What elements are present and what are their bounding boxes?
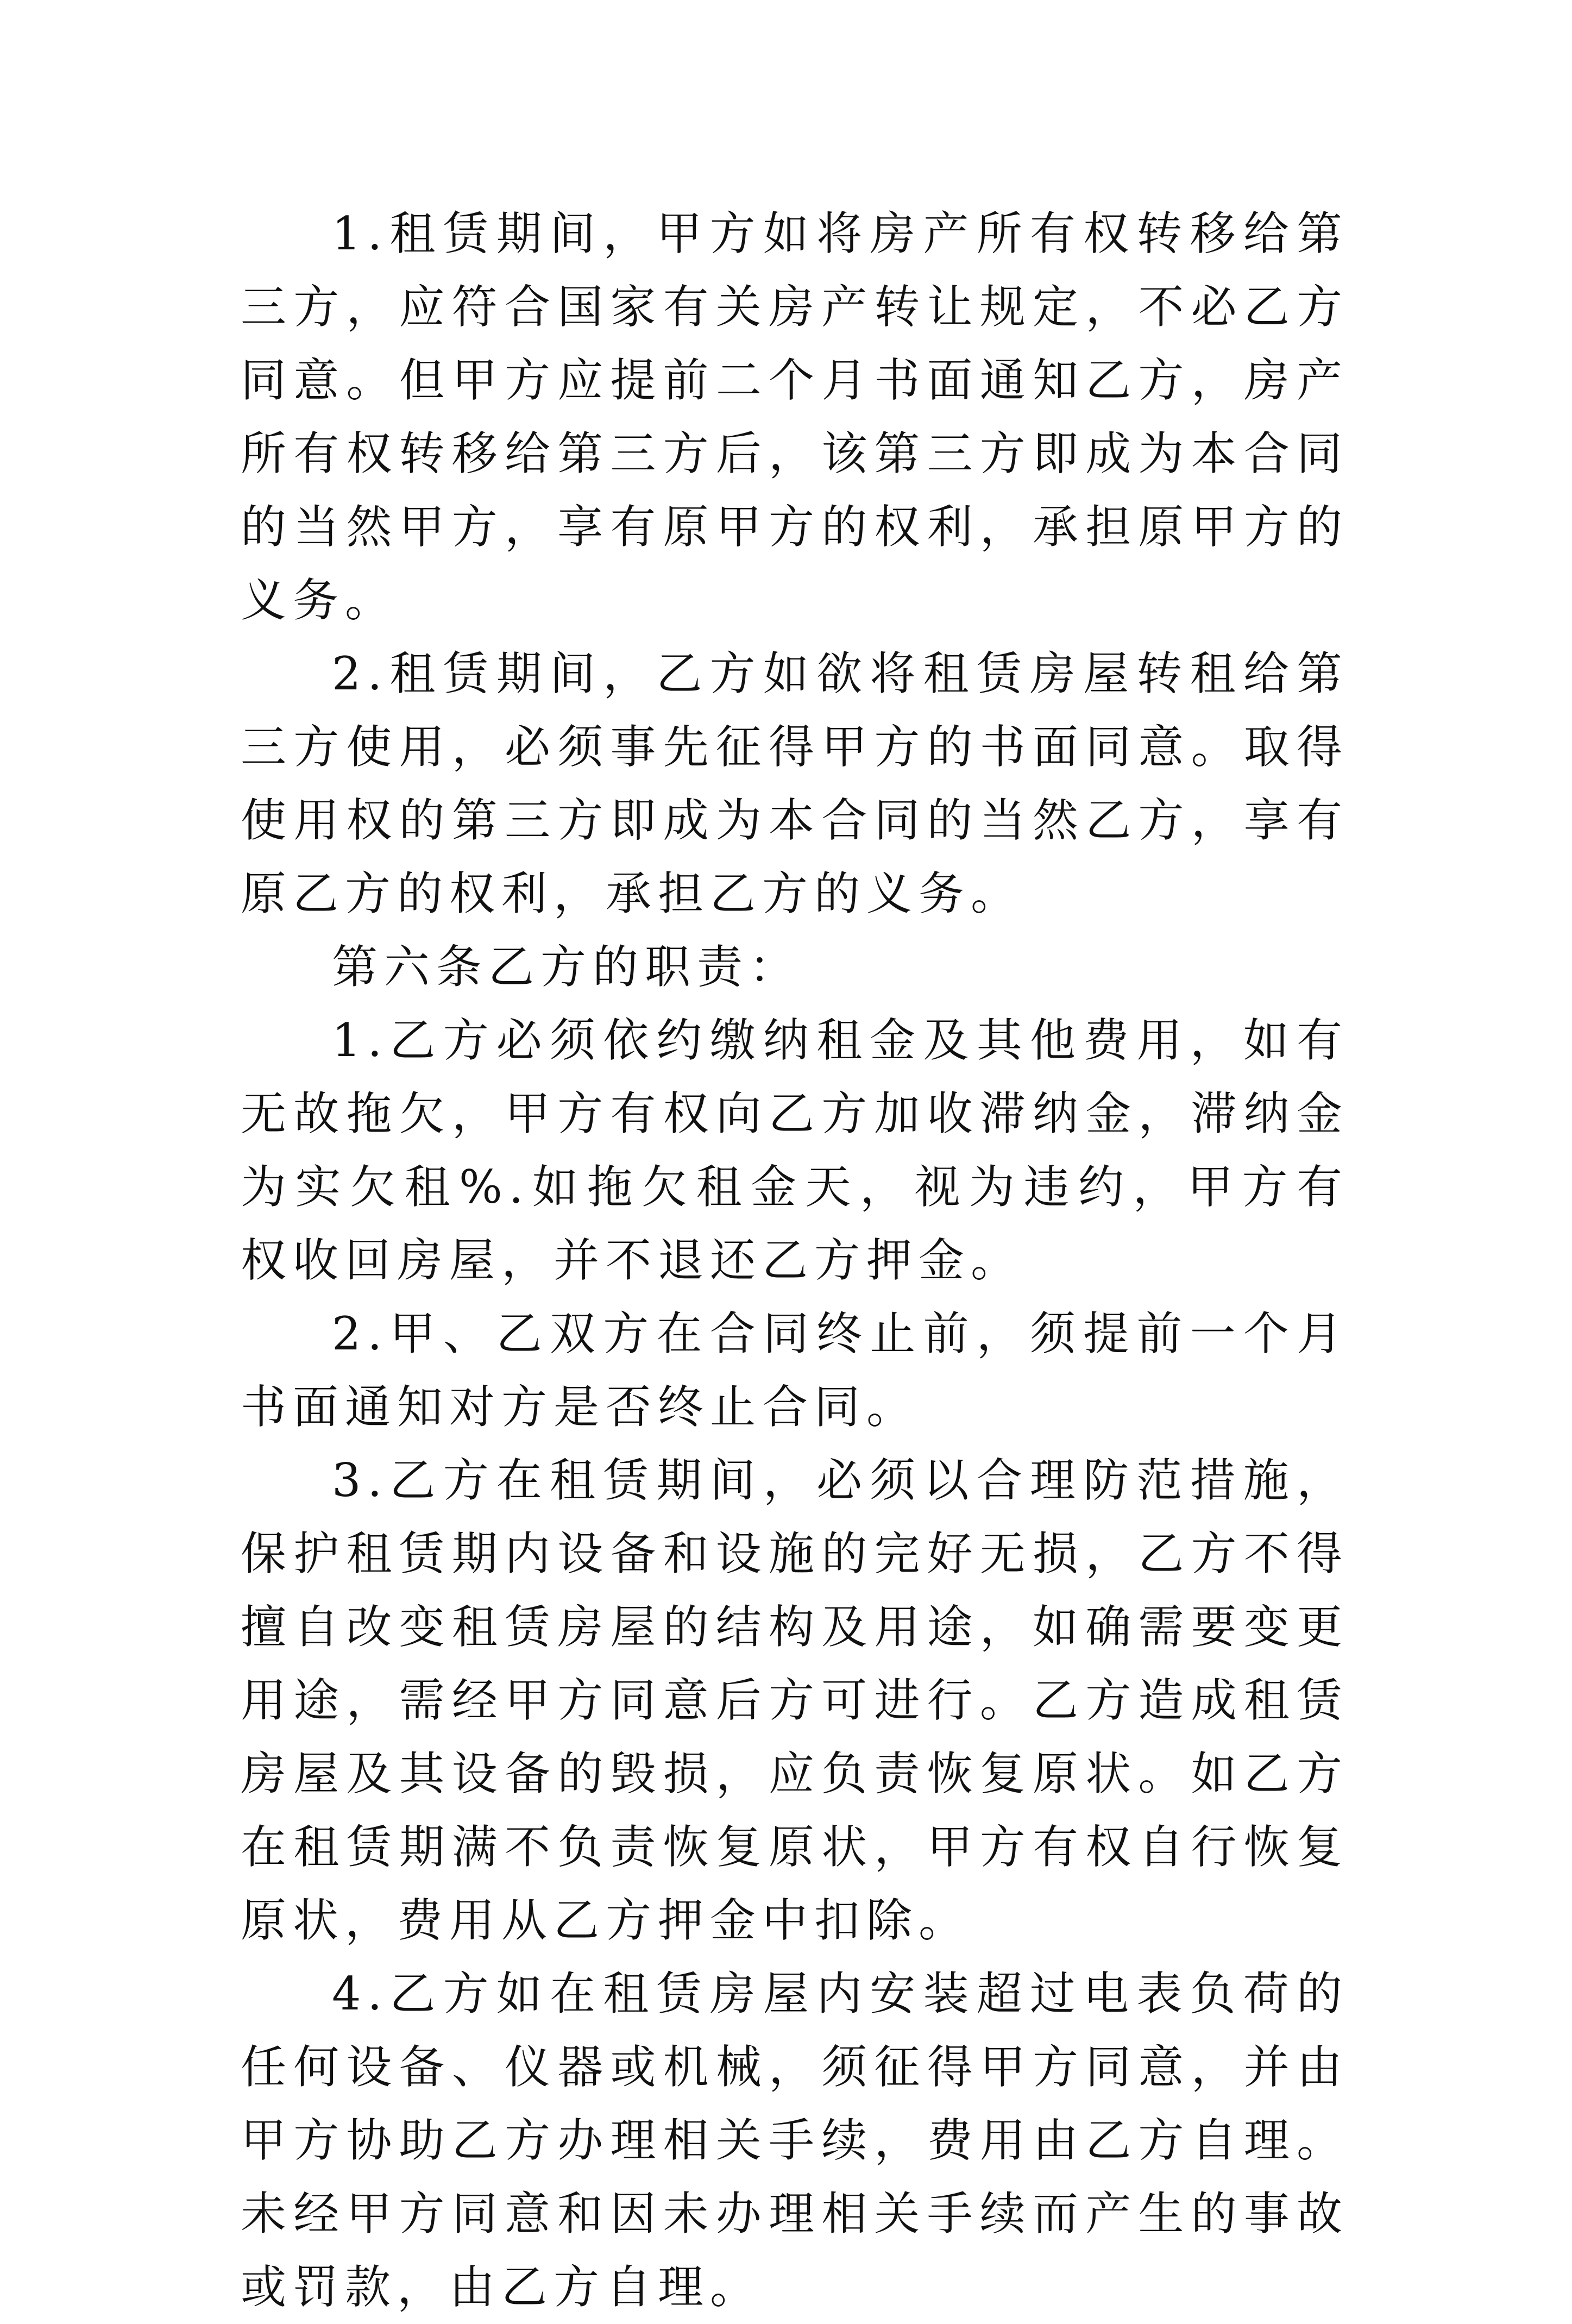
- contract-body: [241, 197, 1349, 2324]
- clause-sublease: 2.租赁期间，乙方如欲将租赁房屋转租给第三方使用，必须事先征得甲方的书面同意。取得使用权的第三方即成为本合同的当然乙方，享有原乙方的权利，承担乙方的义务。: [241, 647, 1349, 920]
- clause-electrical-equipment: 4.乙方如在租赁房屋内安装超过电表负荷的任何设备、仪器或机械，须征得甲方同意，并由甲方协助乙方办理相关手续，费用由乙方自理。未经甲方同意和因未办理相关手续而产生的事故或罚款，由乙方自理。: [241, 1967, 1349, 2314]
- clause-property-care: 3.乙方在租赁期间，必须以合理防范措施，保护租赁期内设备和设施的完好无损，乙方不得擅自改变租赁房屋的结构及用途，如确需要变更用途，需经甲方同意后方可进行。乙方造成租赁房屋及其设备的毁损，应负责恢复原状。如乙方在租赁期满不负责恢复原状，甲方有权自行恢复原状，费用从乙方押金中扣除。: [241, 1454, 1349, 1947]
- clause-rent-payment: 1.乙方必须依约缴纳租金及其他费用，如有无故拖欠，甲方有权向乙方加收滞纳金，滞纳金为实欠租%.如拖欠租金天，视为违约，甲方有权收回房屋，并不退还乙方押金。: [241, 1014, 1349, 1287]
- clause-transfer-ownership: 1.租赁期间，甲方如将房产所有权转移给第三方，应符合国家有关房产转让规定，不必乙方同意。但甲方应提前二个月书面通知乙方，房产所有权转移给第三方后，该第三方即成为本合同的当然甲方，享有原甲方的权利，承担原甲方的义务。: [241, 207, 1349, 627]
- article-6-heading: 第六条乙方的职责：: [332, 940, 802, 994]
- clause-termination-notice: 2.甲、乙双方在合同终止前，须提前一个月书面通知对方是否终止合同。: [241, 1307, 1349, 1434]
